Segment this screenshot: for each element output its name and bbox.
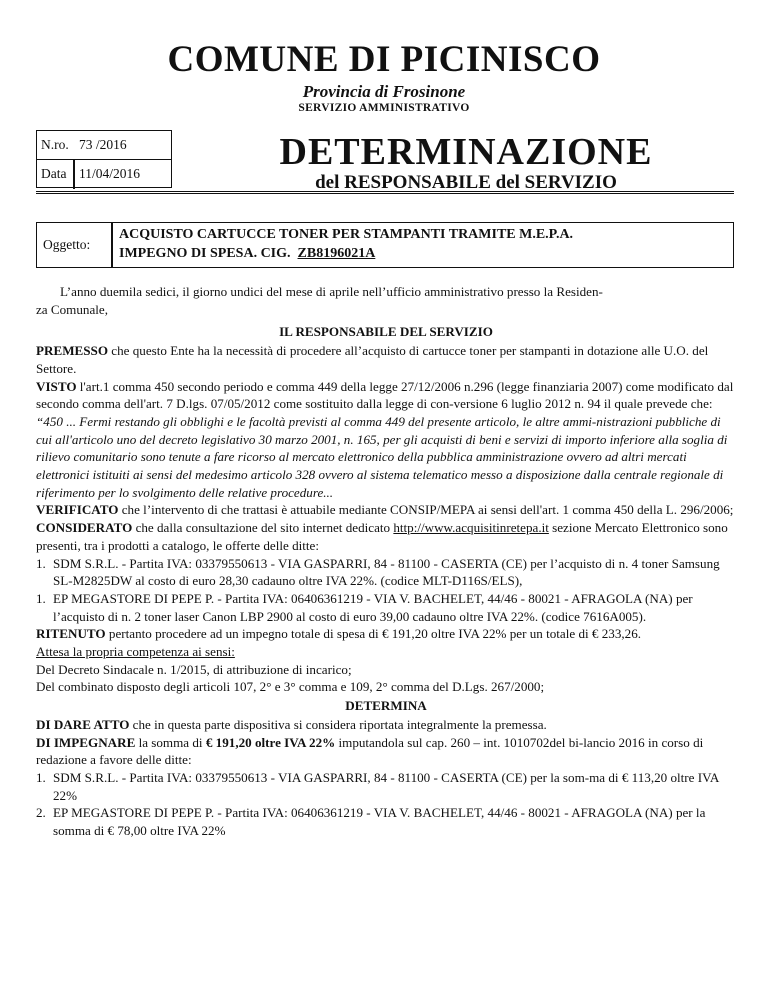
registry-date-label: Data: [41, 166, 67, 181]
offer-number: 1.: [36, 555, 46, 571]
cig-code: ZB8196021A: [297, 246, 376, 261]
subject-line-1: ACQUISTO CARTUCCE TONER PER STAMPANTI TRAMITE M.E.P.A.: [119, 227, 574, 242]
commitment-number: 1.: [36, 769, 46, 785]
ritenuto-text: pertanto procedere ad un impegno totale di spesa di € 191,20 oltre IVA 22% per un totale di € 233,26.: [105, 626, 642, 642]
premesso-keyword: PREMESSO: [36, 343, 109, 359]
intro-line-2: za Comunale,: [36, 301, 108, 317]
registry-number-label: N.ro.: [41, 137, 69, 152]
offer-item: [36, 590, 736, 625]
province-subtitle: Provincia di Frosinone: [302, 82, 466, 101]
impegnare-mid: la somma di: [135, 734, 206, 750]
impegnare-keyword: DI IMPEGNARE: [36, 734, 136, 750]
visto-text: l'art.1 comma 450 secondo periodo e comma 449 della legge 27/12/2006 n.296 (legge finanziaria 2007) come modificato dal secondo comma dell'art. 7 D.lgs. 07/05/2012 come sostituito dalla legge di con-versione 6 luglio 2012 n. 94 il quale prevede che:: [36, 378, 734, 412]
determination-subtitle: del RESPONSABILE del SERVIZIO: [315, 172, 617, 193]
subject-line-2-prefix: IMPEGNO DI SPESA. CIG.: [119, 246, 291, 261]
offer-text: EP MEGASTORE DI PEPE P. - Partita IVA: 06406361219 - VIA V. BACHELET, 44/46 - 80021 - AFRAGOLA (NA) per l’acquisto di n. 2 toner laser Canon LBP 2900 al costo di euro 39,00 cadauno oltre IVA 22%. (codice 7616A005).: [53, 590, 693, 624]
subject-line-2: [119, 244, 729, 263]
municipality-title: COMUNE DI PICINISCO: [167, 39, 601, 80]
registry-date-row: [37, 160, 171, 189]
decreto-line: Del Decreto Sindacale n. 1/2015, di attribuzione di incarico;: [36, 661, 352, 677]
determina-heading: DETERMINA: [345, 698, 427, 714]
registry-number-value: 73 /2016: [79, 137, 127, 152]
intro-line-1: L’anno duemila sedici, il giorno undici del mese di aprile nell’ufficio amministrativo presso la Residen-: [60, 284, 603, 299]
impegnare-paragraph: [36, 734, 736, 769]
offer-number: 1.: [36, 590, 46, 606]
dare-atto-paragraph: [36, 716, 736, 734]
considerato-keyword: CONSIDERATO: [36, 520, 133, 536]
dare-atto-keyword: DI DARE ATTO: [36, 716, 130, 732]
verificato-keyword: VERIFICATO: [36, 502, 119, 518]
visto-paragraph: [36, 378, 736, 413]
verificato-text: che l’intervento di che trattasi è attuabile mediante CONSIP/MEPA ai sensi dell'art. 1 comma 450 della L. 296/2006;: [118, 502, 734, 518]
considerato-text: che dalla consultazione del sito internet dedicato: [132, 520, 394, 536]
section-heading: IL RESPONSABILE DEL SERVIZIO: [279, 324, 493, 340]
impegnare-amount: € 191,20 oltre IVA 22%: [205, 734, 336, 750]
subject-box: [36, 222, 734, 268]
commitment-text: EP MEGASTORE DI PEPE P. - Partita IVA: 06406361219 - VIA V. BACHELET, 44/46 - 80021 - AFRAGOLA (NA) per la somma di € 78,00 oltre IVA 22%: [53, 805, 706, 839]
determination-title: DETERMINAZIONE: [279, 131, 653, 173]
combinato-line: Del combinato disposto degli articoli 107, 2° e 3° comma e 109, 2° comma del D.Lgs. 267/2000;: [36, 679, 545, 695]
mepa-link[interactable]: http://www.acquisitinretepa.it: [393, 520, 549, 536]
offer-text: SDM S.R.L. - Partita IVA: 03379550613 - VIA GASPARRI, 84 - 81100 - CASERTA (CE) per l’acquisto di n. 4 toner Samsung SL-M2825DW al costo di euro 28,30 cadauno oltre IVA 22%. (codice MLT-D116S/ELS),: [53, 555, 720, 589]
visto-keyword: VISTO: [36, 378, 77, 394]
offer-item: [36, 555, 736, 590]
registry-date-value: 11/04/2016: [79, 166, 141, 181]
premesso-text: che questo Ente ha la necessità di procedere all’acquisto di cartucce toner per stampanti in dotazione alle U.O. del Settore.: [36, 343, 709, 376]
considerato-text-2: sezione Mercato Elettronico sono presenti, tra i prodotti a catalogo, le offerte delle ditte:: [36, 520, 728, 553]
registry-number-row: [37, 131, 171, 160]
service-name: SERVIZIO AMMINISTRATIVO: [298, 102, 470, 114]
ritenuto-keyword: RITENUTO: [36, 626, 106, 642]
ritenuto-paragraph: [36, 625, 736, 643]
premesso-paragraph: [36, 342, 736, 377]
law-quote: “450 ... Fermi restando gli obblighi e le facoltà previsti al comma 449 del presente articolo, le altre ammi-nistrazioni pubbliche di cui all'articolo uno del decreto legislativo 30 marzo 2001, n. 165, per gli acquisti di beni e servizi di importo inferiore alla soglia di rilievo comunitario sono tenute a fare ricorso al mercato elettronico della pubblica amministrazione ovvero ad altri mercati elettronici istituiti ai sensi del medesimo articolo 328 ovvero al sistema telematico messo a disposizione dalla centrale regionale di riferimento per lo svolgimento delle relative procedure...: [36, 413, 728, 500]
commitment-item: [36, 804, 736, 839]
impegnare-text: imputandola sul cap. 260 – int. 1010702del bi-lancio 2016 in corso di redazione a favore delle ditte:: [36, 734, 704, 768]
commitment-item: [36, 769, 736, 804]
commitment-text: SDM S.R.L. - Partita IVA: 03379550613 - VIA GASPARRI, 84 - 81100 - CASERTA (CE) per la som-ma di € 113,20 oltre IVA 22%: [53, 769, 719, 803]
header-divider: [36, 191, 734, 194]
registry-divider: [73, 160, 75, 189]
commitment-number: 2.: [36, 805, 46, 821]
registry-box: [36, 130, 172, 188]
subject-divider: [111, 223, 113, 267]
subject-label: Oggetto:: [43, 237, 91, 252]
considerato-paragraph: [36, 519, 736, 554]
verificato-paragraph: [36, 501, 736, 519]
subject-text: [119, 225, 729, 263]
document-body: [36, 283, 736, 840]
attesa-line: Attesa la propria competenza ai sensi:: [36, 644, 235, 660]
dare-atto-text: che in questa parte dispositiva si considera riportata integralmente la premessa.: [129, 716, 547, 732]
